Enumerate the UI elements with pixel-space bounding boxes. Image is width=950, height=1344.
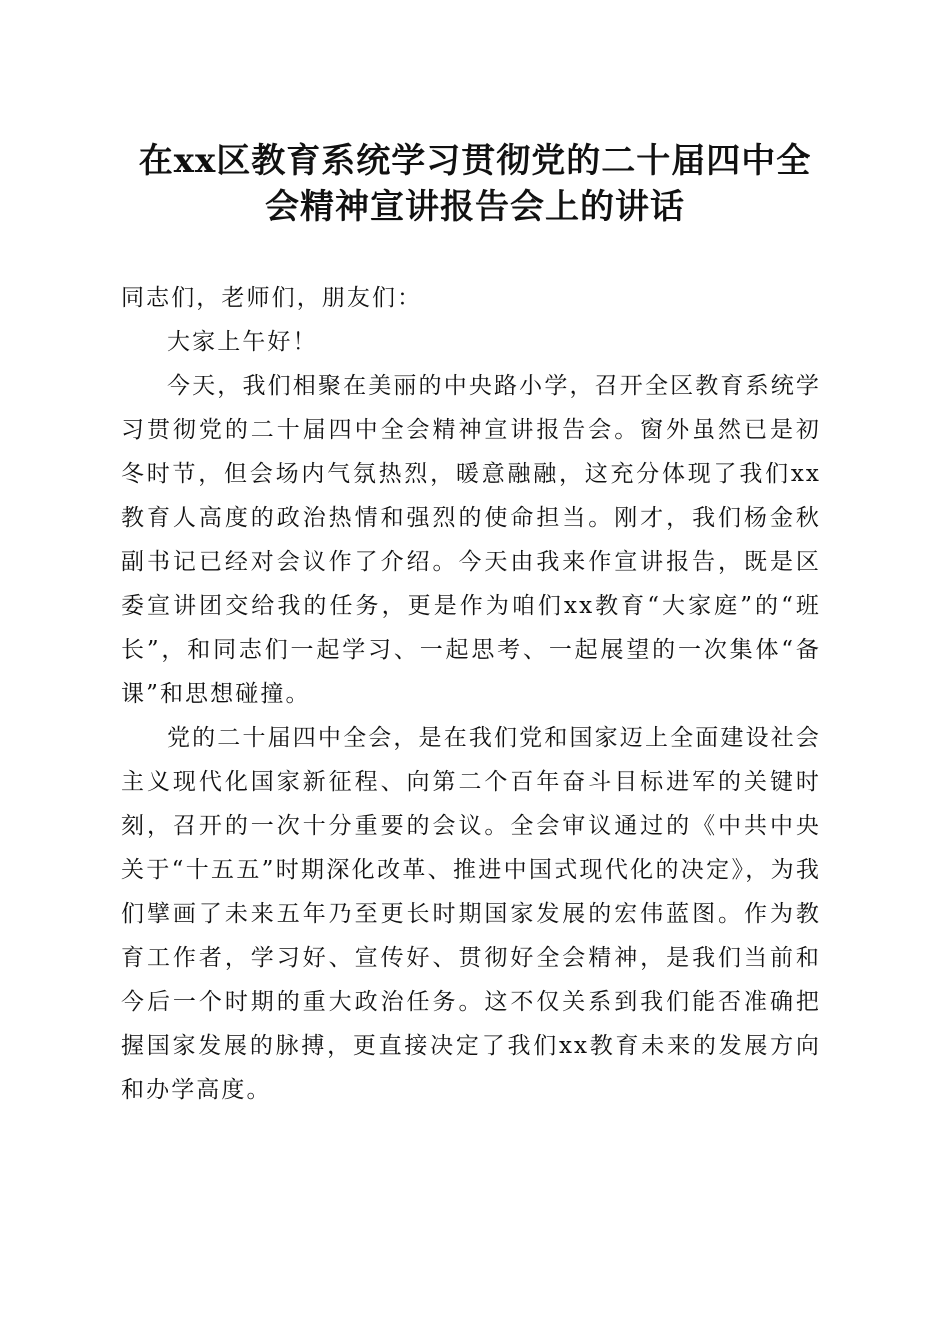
paragraph-1: 今天，我们相聚在美丽的中央路小学，召开全区教育系统学习贯彻党的二十届四中全会精神宣讲报告会。窗外虽然已是初冬时节，但会场内气氛热烈，暖意融融，这充分体现了我们xx教育人高度的政治热情和强烈的使命担当。刚才，我们杨金秋副书记已经对会议作了介绍。今天由我来作宣讲报告，既是区委宣讲团交给我的任务，更是作为咱们xx教育“大家庭”的“班长”，和同志们一起学习、一起思考、一起展望的一次集体“备课”和思想碰撞。 <box>121 373 821 707</box>
document-body <box>121 276 821 1112</box>
paragraph-2: 党的二十届四中全会，是在我们党和国家迈上全面建设社会主义现代化国家新征程、向第二个百年奋斗目标进军的关键时刻，召开的一次十分重要的会议。全会审议通过的《中共中央关于“十五五”时期深化改革、推进中国式现代化的决定》，为我们擘画了未来五年乃至更长时期国家发展的宏伟蓝图。作为教育工作者，学习好、宣传好、贯彻好全会精神，是我们当前和今后一个时期的重大政治任务。这不仅关系到我们能否准确把握国家发展的脉搏，更直接决定了我们xx教育未来的发展方向和办学高度。 <box>121 725 821 1103</box>
title-line-1: 在xx区教育系统学习贯彻党的二十届四中全 <box>138 141 812 181</box>
title-line-2: 会精神宣讲报告会上的讲话 <box>265 187 685 227</box>
document-title <box>110 138 840 230</box>
salutation: 同志们，老师们，朋友们： <box>121 285 423 311</box>
greeting: 大家上午好！ <box>167 329 318 355</box>
